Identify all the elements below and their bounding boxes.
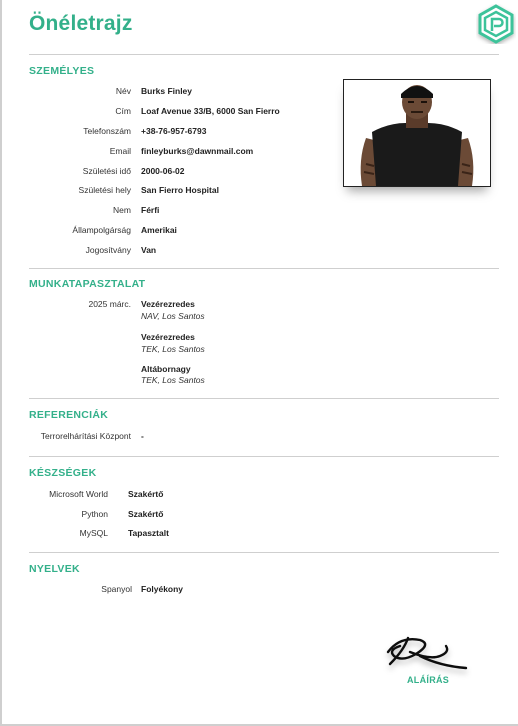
job-date: 2025 márc. [88, 299, 131, 309]
divider [29, 268, 499, 269]
skill-label: Microsoft World [49, 489, 108, 499]
section-title-references: REFERENCIÁK [29, 409, 109, 421]
job-place: TEK, Los Santos [141, 375, 205, 385]
field-value: +38-76-957-6793 [141, 126, 207, 136]
skill-value: Tapasztalt [128, 528, 169, 538]
skill-value: Szakértő [128, 489, 164, 499]
job-title: Vezérezredes [141, 299, 195, 309]
field-label: Nem [113, 205, 131, 215]
field-label: Születési idő [82, 166, 131, 176]
field-value: Amerikai [141, 225, 177, 235]
field-value: finleyburks@dawnmail.com [141, 146, 254, 156]
field-row-address [29, 106, 329, 120]
skill-label: MySQL [79, 528, 108, 538]
reference-label: Terrorelhárítási Központ [40, 431, 131, 441]
job-title: Vezérezredes [141, 332, 195, 342]
field-label: Név [115, 86, 131, 96]
field-label: Email [109, 146, 131, 156]
signature-label: ALÁÍRÁS [407, 675, 450, 685]
skill-label: Python [81, 509, 108, 519]
language-row [29, 584, 329, 598]
field-value: Van [141, 245, 157, 255]
field-label: Jogosítvány [85, 245, 131, 255]
language-value: Folyékony [141, 584, 184, 594]
section-title-personal: SZEMÉLYES [29, 65, 95, 77]
reference-value: - [141, 431, 144, 441]
field-label: Állampolgárság [72, 225, 131, 235]
field-row-birthplace [29, 185, 329, 199]
divider [29, 552, 499, 553]
divider [29, 456, 499, 457]
language-label: Spanyol [101, 584, 132, 594]
field-value: San Fierro Hospital [141, 185, 219, 195]
section-title-skills: KÉSZSÉGEK [29, 467, 97, 479]
section-title-languages: NYELVEK [29, 563, 80, 575]
field-row-name [29, 86, 329, 100]
field-label: Születési hely [78, 185, 131, 195]
field-value: Férfi [141, 205, 160, 215]
field-row-phone [29, 126, 329, 140]
skill-row [29, 509, 329, 523]
skill-row [29, 489, 329, 503]
field-row-citizenship [29, 225, 329, 239]
job-title: Altábornagy [141, 364, 191, 374]
field-label: Cím [115, 106, 131, 116]
field-row-gender [29, 205, 329, 219]
divider [29, 398, 499, 399]
field-row-birthdate [29, 166, 329, 180]
reference-row [29, 431, 329, 445]
job-place: NAV, Los Santos [141, 311, 205, 321]
field-value: 2000-06-02 [141, 166, 185, 176]
skill-value: Szakértő [128, 509, 164, 519]
divider [29, 54, 499, 55]
hexagon-logo-icon [476, 4, 516, 44]
field-row-email [29, 146, 329, 160]
page-title: Önéletrajz [29, 12, 133, 35]
field-value: Burks Finley [141, 86, 193, 96]
field-row-license [29, 245, 329, 259]
skill-row [29, 528, 329, 542]
field-value: Loaf Avenue 33/B, 6000 San Fierro [141, 106, 280, 116]
profile-photo [343, 79, 491, 187]
section-title-experience: MUNKATAPASZTALAT [29, 278, 146, 290]
field-label: Telefonszám [83, 126, 131, 136]
job-place: TEK, Los Santos [141, 344, 205, 354]
